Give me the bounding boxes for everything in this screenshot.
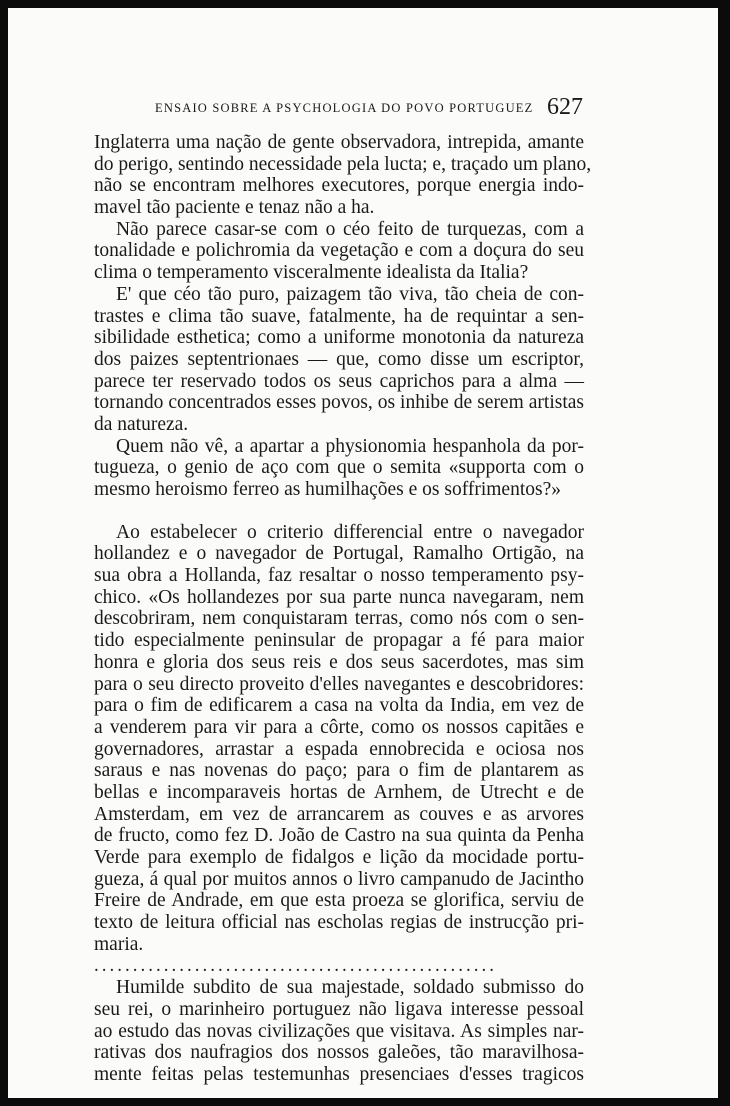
text-line: tugueza, o genio de aço com que o semita «supporta com o: [94, 457, 584, 479]
text-line: E' que céo tão puro, paizagem tão viva, tão cheia de con-: [116, 283, 584, 305]
paragraph-gap: [94, 501, 584, 522]
text-line: não se encontram melhores executores, porque energia indo-: [94, 175, 584, 197]
text-line: honra e gloria dos seus reis e dos seus sacerdotes, mas sim: [94, 651, 584, 673]
text-line: mavel tão paciente e tenaz não a ha.: [94, 197, 375, 219]
text-line: tornando concentrados esses povos, os inhibe de serem artistas: [94, 392, 584, 414]
text-line: sua obra a Hollanda, faz resaltar o nosso temperamento psy-: [94, 565, 584, 587]
text-line: para o fim de edificarem a casa na volta da India, em vez de: [94, 695, 584, 717]
text-line: chico. «Os hollandezes por sua parte nunca navegaram, nem: [94, 586, 584, 608]
text-line: do perigo, sentindo necessidade pela lucta; e, traçado um plano,: [94, 153, 592, 175]
text-line: Amsterdam, em vez de arrancarem as couves e as arvores: [94, 803, 584, 825]
text-line: para o seu directo proveito d'elles navegantes e descobridores:: [94, 673, 584, 695]
text-line: texto de leitura official nas escholas regias de instrucção pri-: [94, 912, 584, 934]
running-head: ENSAIO SOBRE A PSYCHOLOGIA DO POVO PORTUGUEZ: [155, 101, 534, 115]
text-line: dos paizes septentrionaes — que, como disse um escriptor,: [94, 348, 584, 370]
page-number: 627: [547, 94, 583, 120]
text-line: governadores, arrastar a espada ennobrecida e ociosa nos: [94, 738, 584, 760]
ellipsis-line: ....................................................: [94, 955, 497, 977]
text-line: Ao estabelecer o criterio differencial entre o navegador: [116, 521, 584, 543]
text-line: gueza, á qual por muitos annos o livro campanudo de Jacintho: [94, 868, 584, 890]
text-line: Freire de Andrade, em que esta proeza se glorifica, serviu de: [94, 890, 584, 912]
body-text: [94, 132, 592, 1086]
text-line: de fructo, como fez D. João de Castro na sua quinta da Penha: [94, 825, 584, 847]
text-line: Inglaterra uma nação de gente observadora, intrepida, amante: [94, 132, 584, 153]
text-line: descobriram, nem conquistaram terras, como nós com o sen-: [94, 608, 584, 630]
page-header: [93, 94, 583, 124]
text-line: parece ter reservado todos os seus caprichos para a alma —: [94, 370, 584, 392]
text-line: bellas e incomparaveis hortas de Arnhem, de Utrecht e de: [94, 781, 584, 803]
text-line: ao estudo das novas civilizações que visitava. As simples nar-: [94, 1020, 584, 1042]
text-line: sibilidade esthetica; como a uniforme monotonia da natureza: [94, 327, 584, 349]
text-line: Verde para exemplo de fidalgos e lição da mocidade portu-: [94, 847, 584, 868]
text-line: tido especialmente peninsular de propagar a fé para maior: [94, 630, 584, 652]
text-line: hollandez e o navegador de Portugal, Ramalho Ortigão, na: [94, 543, 584, 565]
text-line: da natureza.: [94, 413, 189, 435]
text-line: a venderem para vir para a côrte, como os nossos capitães e: [94, 716, 584, 738]
text-line: mente feitas pelas testemunhas presenciaes d'esses tragicos: [94, 1063, 584, 1085]
text-line: saraus e nas novenas do paço; para o fim de plantarem as: [94, 760, 584, 782]
book-page: [8, 8, 718, 1098]
text-line: Não parece casar-se com o céo feito de turquezas, com a: [116, 218, 584, 240]
text-line: tonalidade e polichromia da vegetação e com a doçura do seu: [94, 240, 584, 262]
text-line: mesmo heroismo ferreo as humilhações e os soffrimentos?»: [94, 479, 561, 500]
text-line: Quem não vê, a apartar a physionomia hespanhola da por-: [116, 435, 584, 457]
text-line: clima o temperamento visceralmente idealista da Italia?: [94, 262, 529, 284]
text-line: rativas dos naufragios dos nossos galeões, tão maravilhosa-: [94, 1042, 584, 1064]
text-line: maria.: [94, 933, 144, 955]
text-line: trastes e clima tão suave, fatalmente, ha de requintar a sen-: [94, 305, 584, 327]
text-line: seu rei, o marinheiro portuguez não ligava interesse pessoal: [94, 998, 584, 1020]
text-line: Humilde subdito de sua majestade, soldado submisso do: [116, 977, 584, 999]
